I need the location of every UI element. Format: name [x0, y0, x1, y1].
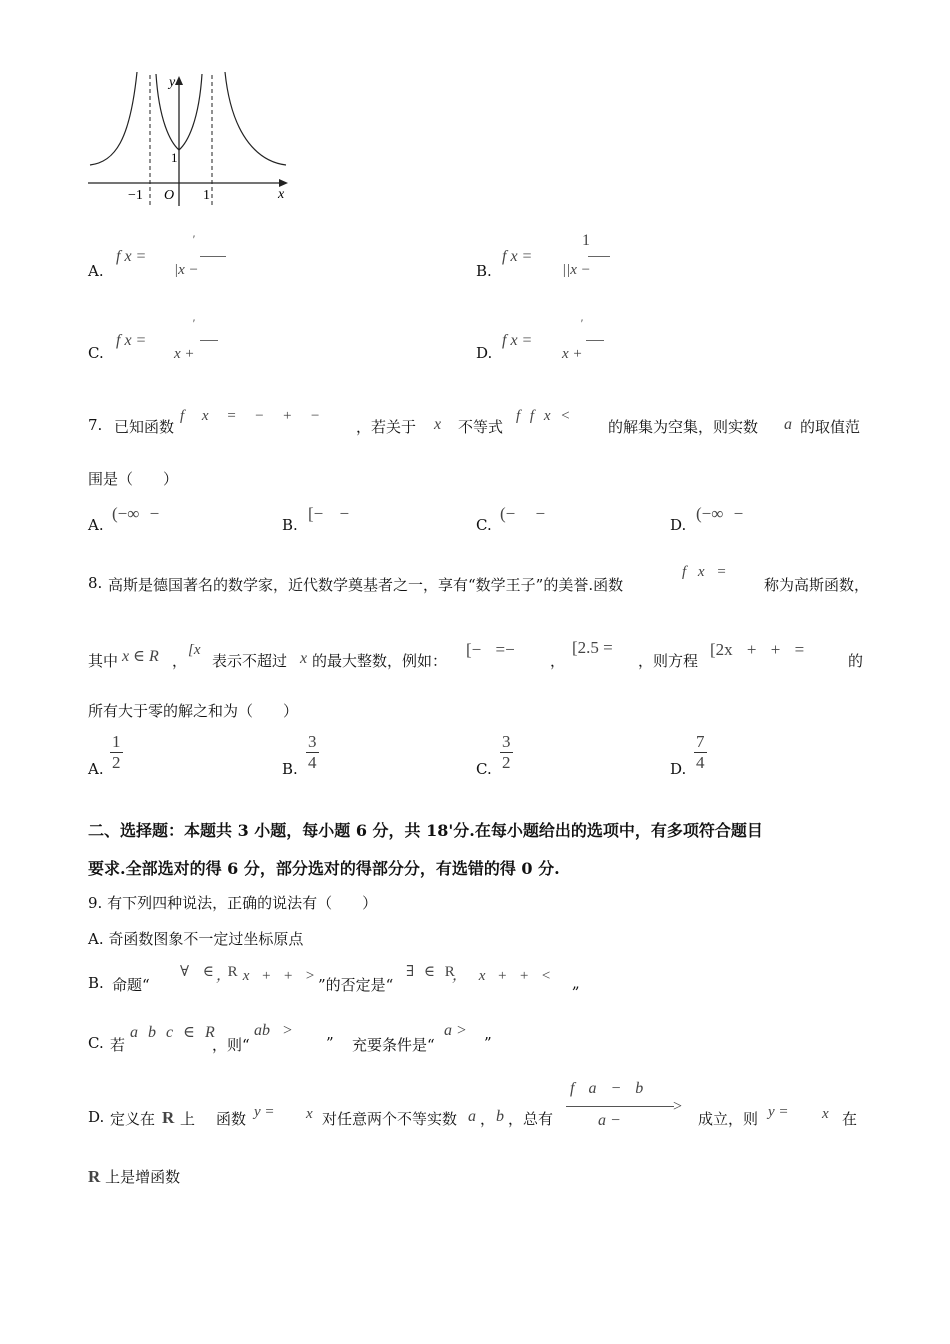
q6-a-expr: f x = — [116, 248, 147, 265]
q8-options: A. $\frac{1}{2}$ B. $\frac{3}{4}$ C. $\frac{3}{2}$ D. $\frac{7}{4}$ — [88, 732, 705, 778]
tick-one: 1 — [203, 188, 210, 203]
q6-d-fraction-bar — [586, 340, 604, 341]
y-axis-arrow — [175, 76, 183, 85]
y-intercept-label: 1 — [171, 150, 178, 165]
q8-stem-line3: 所有大于零的解之和为（ ） — [88, 702, 299, 720]
q8-stem-line2: 其中 x ∈ R ， [x 表示不超过 x 的最大整数，例如： [− =− ， [2.5 = ，则方程 [2x + + = 的 — [88, 638, 864, 670]
q6-a-fraction-bar — [200, 256, 226, 257]
q7-stem-line2: 围是（ ） — [88, 470, 179, 488]
q9-d-fraction-bar — [566, 1106, 674, 1107]
q9-option-b: B. 命题“ ∀ ∈ R ， x + + > ”的否定是“ ∃ ∈ R ， x + + < „ — [88, 964, 580, 994]
q9-option-d-line2: R 上是增函数 — [88, 1167, 181, 1186]
section2-heading-line1: 二、选择题：本题共 3 小题，每小题 6 分，共 18'分.在每小题给出的选项中，有多项符合题目 — [88, 821, 763, 840]
origin-label: O — [164, 188, 175, 203]
q9-stem: 9. 有下列四种说法，正确的说法有（ ） — [88, 894, 378, 912]
section2-heading-line2: 要求.全部选对的得 6 分，部分选对的得部分分，有选错的得 0 分. — [88, 859, 560, 878]
q6-c-fraction-bar — [200, 340, 218, 341]
q8-stem-line1: 8. 高斯是德国著名的数学家，近代数学奠基者之一，享有“数学王子”的美誉.函数 f x = 称为高斯函数， — [88, 564, 870, 594]
q7-options: A. (−∞ − B. [− − C. (− − D. (−∞ − — [88, 504, 744, 534]
q9-option-c: C. 若 a b c ∈ R ，则“ ab > ” 充要条件是“ a > ” — [88, 1022, 492, 1054]
q6-b-fraction-bar — [588, 256, 610, 257]
x-label: x — [278, 187, 285, 202]
curve-left-outer — [90, 72, 137, 165]
function-graph — [80, 70, 300, 210]
q9-option-d: D. 定义在 R 上 函数 y = x 对任意两个不等实数 a ， b ，总有 f a − b a − > 成立，则 y = x 在 — [88, 1080, 858, 1129]
tick-neg-one: −1 — [128, 188, 143, 203]
curve-right-outer — [225, 72, 286, 165]
x-axis-arrow — [279, 179, 288, 187]
y-label: y — [169, 75, 176, 90]
q9-option-a: A. 奇函数图象不一定过坐标原点 — [88, 930, 304, 948]
